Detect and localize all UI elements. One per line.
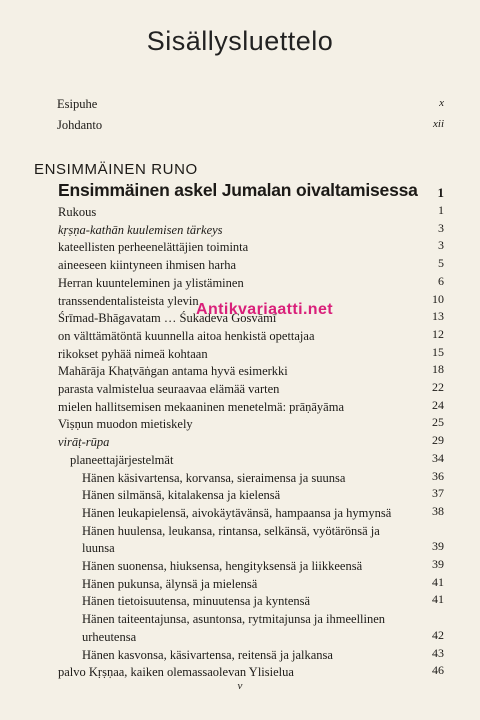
watermark: Antikvariaatti.net bbox=[196, 301, 334, 318]
toc-entry: Hänen kasvonsa, käsivartensa, reitensä ja jalkansa bbox=[82, 647, 333, 662]
toc-entry: Hänen käsivartensa, korvansa, sieraimensa ja suunsa bbox=[82, 470, 346, 485]
toc-page-number: 3 bbox=[438, 238, 444, 253]
toc-entry: Viṣṇun muodon mietiskely bbox=[58, 417, 193, 432]
toc-entry: on välttämätöntä kuunnella aitoa henkistä opettajaa bbox=[58, 328, 315, 343]
toc-page-number: xii bbox=[433, 118, 444, 130]
toc-page-number: 12 bbox=[432, 326, 444, 341]
toc-entry: kateellisten perheenelättäjien toiminta bbox=[58, 240, 249, 255]
toc-entry: Hänen leukapielensä, aivokäytävänsä, hampaansa ja hymynsä bbox=[82, 505, 392, 520]
toc-entry: luunsa bbox=[82, 541, 115, 556]
toc-page-number: 46 bbox=[432, 663, 444, 678]
toc-page-number: 5 bbox=[438, 256, 444, 271]
toc-entry: Hänen silmänsä, kitalakensa ja kielensä bbox=[82, 488, 281, 503]
toc-entry: rikokset pyhää nimeä kohtaan bbox=[58, 346, 208, 361]
toc-page-number: 15 bbox=[432, 344, 444, 359]
toc-entry-front: Esipuhe bbox=[57, 97, 98, 111]
toc-page-number: 38 bbox=[432, 503, 444, 518]
toc-entry-front: Johdanto bbox=[57, 118, 103, 132]
toc-entry: Herran kuunteleminen ja ylistäminen bbox=[58, 275, 244, 290]
toc-entry: parasta valmistelua seuraavaa elämää varten bbox=[58, 382, 280, 396]
toc-entry: mielen hallitsemisen mekaaninen menetelmä: prāṇāyāma bbox=[58, 399, 344, 414]
toc-entry: virāṭ-rūpa bbox=[58, 435, 110, 450]
toc-page-number: 41 bbox=[432, 592, 444, 607]
toc-page-number: x bbox=[439, 97, 444, 109]
toc-page-number: 41 bbox=[432, 574, 444, 589]
toc-page-number: 42 bbox=[432, 627, 444, 642]
toc-page-number: 29 bbox=[432, 433, 444, 448]
toc-page-number: 10 bbox=[432, 291, 444, 306]
toc-page-number: 36 bbox=[432, 468, 444, 483]
toc-page-number: 6 bbox=[438, 273, 444, 288]
toc-page-number: 22 bbox=[432, 380, 444, 394]
toc-page-number: 18 bbox=[432, 362, 444, 377]
toc-entry: Hänen huulensa, leukansa, rintansa, selkänsä, vyötärönsä ja bbox=[82, 523, 380, 538]
toc-page-number: 24 bbox=[432, 397, 444, 412]
chapter-heading: Ensimmäinen askel Jumalan oivaltamisessa bbox=[58, 180, 418, 200]
toc-entry: kṛṣṇa-kathān kuulemisen tärkeys bbox=[58, 222, 223, 237]
toc-page-number: 43 bbox=[432, 645, 444, 660]
toc-entry: Hänen taiteentajunsa, asuntonsa, rytmitajunsa ja ihmeellinen bbox=[82, 612, 386, 627]
toc-page-number: 1 bbox=[438, 203, 444, 217]
toc-entry: Hänen suonensa, hiuksensa, hengityksensä ja liikkeensä bbox=[82, 559, 363, 573]
part-heading: ENSIMMÄINEN RUNO bbox=[34, 161, 198, 178]
toc-entry: palvo Kṛṣṇaa, kaiken olemassaolevan Ylisielua bbox=[58, 665, 294, 680]
toc-entry: Mahārāja Khaṭvāṅgan antama hyvä esimerkki bbox=[58, 364, 288, 379]
toc-page-number: 3 bbox=[438, 220, 444, 235]
toc-entry: transsendentalisteista ylevin bbox=[58, 293, 199, 308]
toc-entry: Hänen tietoisuutensa, minuutensa ja kyntensä bbox=[82, 594, 311, 609]
folio-page-number: v bbox=[237, 680, 243, 692]
toc-page-number: 25 bbox=[432, 415, 444, 430]
toc-entry: urheutensa bbox=[82, 629, 137, 644]
toc-page-number: 39 bbox=[432, 539, 444, 554]
toc-page-number: 37 bbox=[432, 486, 444, 501]
toc-page-number: 34 bbox=[432, 450, 444, 465]
toc-entry: planeettajärjestelmät bbox=[70, 452, 174, 467]
page-title: Sisällysluettelo bbox=[146, 26, 334, 56]
toc-page-number: 39 bbox=[432, 557, 444, 571]
toc-page-number: 13 bbox=[432, 309, 444, 324]
toc-entry: Rukous bbox=[58, 205, 97, 219]
chapter-page-number: 1 bbox=[437, 185, 444, 200]
toc-entry: Śrīmad-Bhāgavatam … Śukadeva Gosvāmī bbox=[58, 311, 277, 326]
toc-entry: Hänen pukunsa, älynsä ja mielensä bbox=[82, 576, 258, 591]
toc-entry: aineeseen kiintyneen ihmisen harha bbox=[58, 258, 237, 273]
